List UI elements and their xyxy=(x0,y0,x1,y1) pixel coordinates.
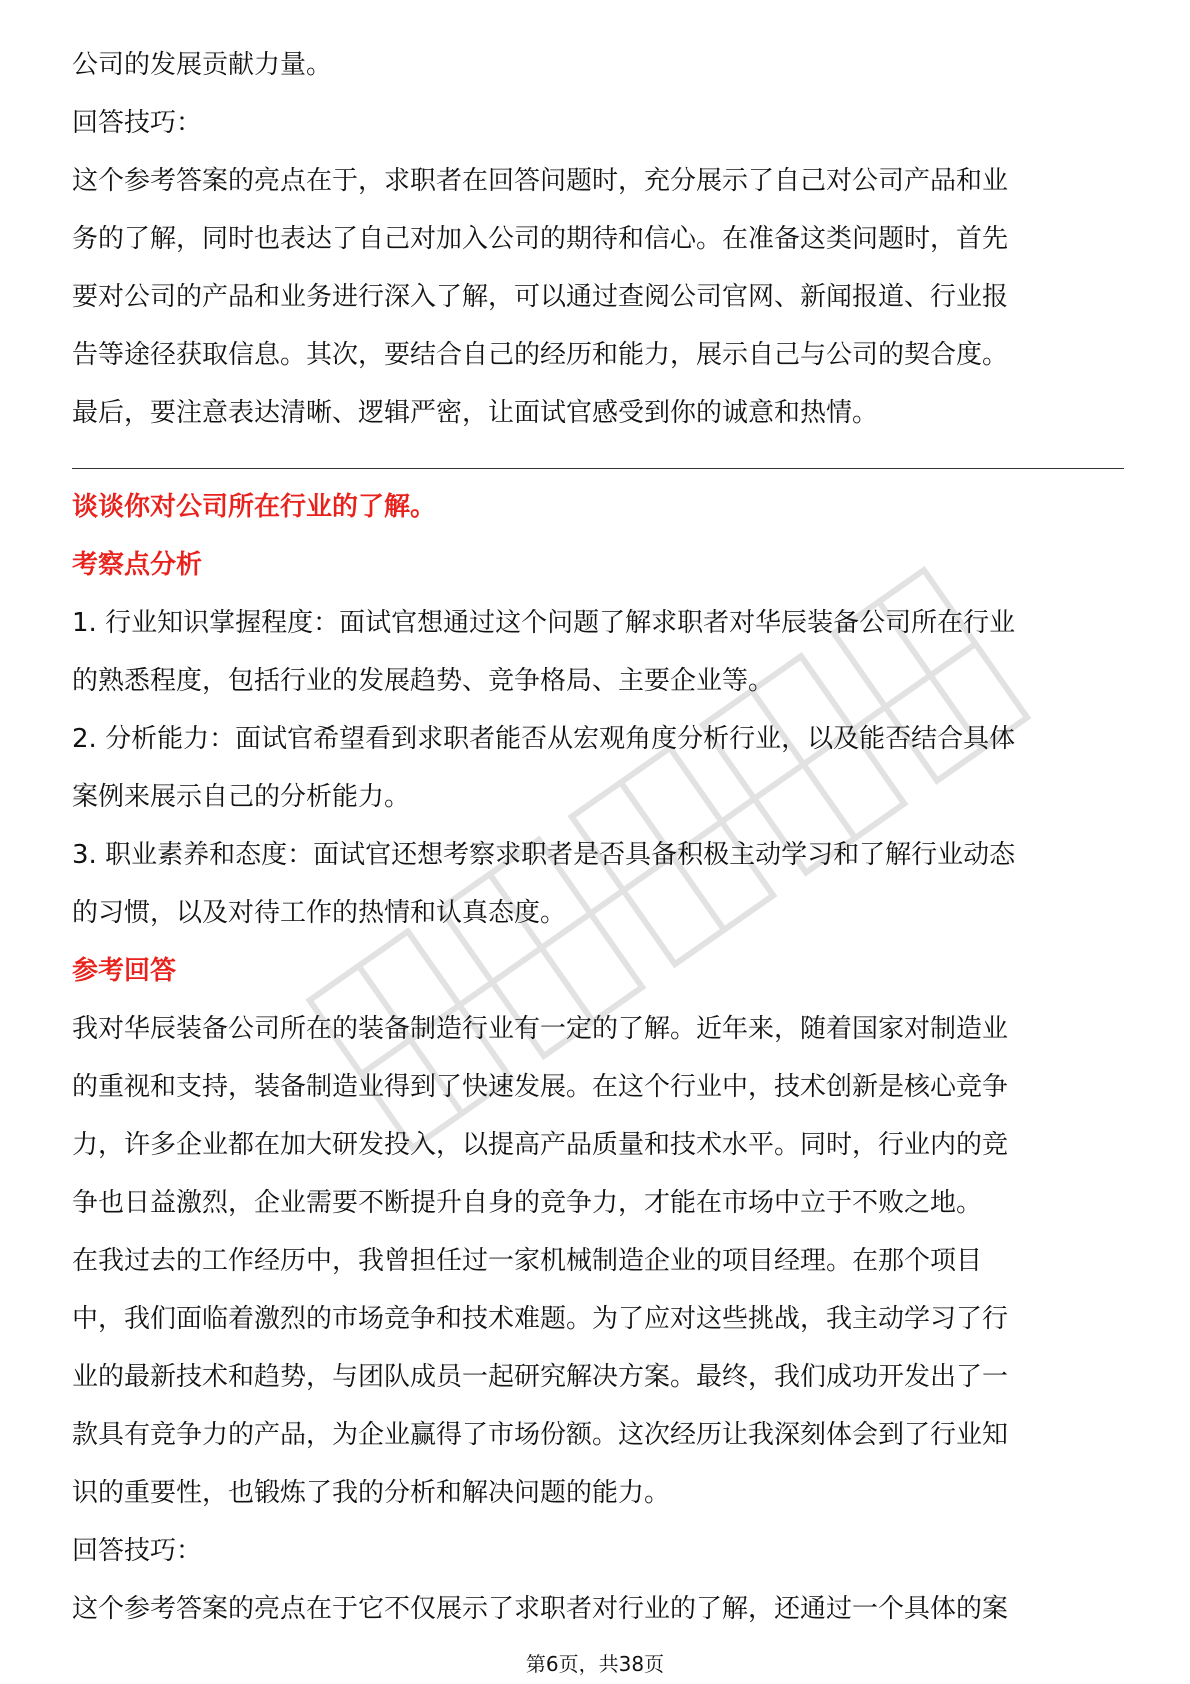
answer-line: 业的最新技术和趋势，与团队成员一起研究解决方案。最终，我们成功开发出了一 xyxy=(72,1362,1009,1392)
analysis-line: 2. 分析能力：面试官希望看到求职者能否从宏观角度分析行业，以及能否结合具体 xyxy=(72,724,1016,754)
section-divider xyxy=(72,468,1124,469)
answer-line: 争也日益激烈，企业需要不断提升自身的竞争力，才能在市场中立于不败之地。 xyxy=(72,1188,983,1218)
answer-line: 款具有竞争力的产品，为企业赢得了市场份额。这次经历让我深刻体会到了行业知 xyxy=(72,1420,1009,1450)
body-text-line: 最后，要注意表达清晰、逻辑严密，让面试官感受到你的诚意和热情。 xyxy=(72,398,879,428)
page-number: 第6页，共38页 xyxy=(525,1652,665,1676)
tips-label: 回答技巧： xyxy=(72,108,203,138)
body-text-line: 务的了解，同时也表达了自己对加入公司的期待和信心。在准备这类问题时，首先 xyxy=(72,224,1009,254)
analysis-line: 1. 行业知识掌握程度：面试官想通过这个问题了解求职者对华辰装备公司所在行业 xyxy=(72,608,1016,638)
analysis-line: 的习惯，以及对待工作的热情和认真态度。 xyxy=(72,898,567,928)
industry-question-section xyxy=(72,478,1124,1638)
body-text-line: 公司的发展贡献力量。 xyxy=(72,50,333,80)
answer-line: 的重视和支持，装备制造业得到了快速发展。在这个行业中，技术创新是核心竞争 xyxy=(72,1072,1009,1102)
answer-line: 在我过去的工作经历中，我曾担任过一家机械制造企业的项目经理。在那个项目 xyxy=(72,1246,983,1276)
answer-line: 这个参考答案的亮点在于它不仅展示了求职者对行业的了解，还通过一个具体的案 xyxy=(72,1594,1009,1624)
analysis-heading: 考察点分析 xyxy=(72,550,203,580)
body-text-line: 告等途径获取信息。其次，要结合自己的经历和能力，展示自己与公司的契合度。 xyxy=(72,340,1009,370)
previous-answer-section xyxy=(72,36,1124,442)
analysis-line: 案例来展示自己的分析能力。 xyxy=(72,782,411,812)
analysis-line: 3. 职业素养和态度：面试官还想考察求职者是否具备积极主动学习和了解行业动态 xyxy=(72,840,1016,870)
answer-heading: 参考回答 xyxy=(72,956,177,986)
analysis-line: 的熟悉程度，包括行业的发展趋势、竞争格局、主要企业等。 xyxy=(72,666,775,696)
tips-label: 回答技巧： xyxy=(72,1536,203,1566)
answer-line: 力，许多企业都在加大研发投入，以提高产品质量和技术水平。同时，行业内的竞 xyxy=(72,1130,1009,1160)
body-text-line: 要对公司的产品和业务进行深入了解，可以通过查阅公司官网、新闻报道、行业报 xyxy=(72,282,1009,312)
answer-line: 我对华辰装备公司所在的装备制造行业有一定的了解。近年来，随着国家对制造业 xyxy=(72,1014,1009,1044)
question-heading: 谈谈你对公司所在行业的了解。 xyxy=(72,492,437,522)
answer-line: 识的重要性，也锻炼了我的分析和解决问题的能力。 xyxy=(72,1478,671,1508)
body-text-line: 这个参考答案的亮点在于，求职者在回答问题时，充分展示了自己对公司产品和业 xyxy=(72,166,1009,196)
answer-line: 中，我们面临着激烈的市场竞争和技术难题。为了应对这些挑战，我主动学习了行 xyxy=(72,1304,1009,1334)
